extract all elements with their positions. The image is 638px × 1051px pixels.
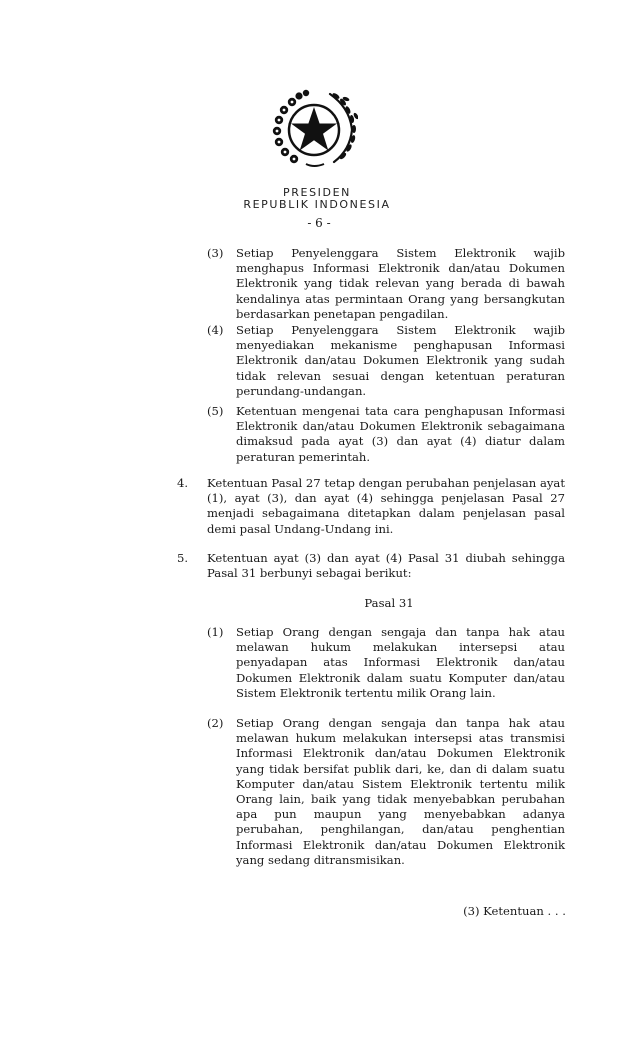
header-title-line2: REPUBLIK INDONESIA <box>243 198 391 211</box>
garuda-star-emblem-icon <box>268 86 358 168</box>
point-number: 5. <box>177 551 189 565</box>
paragraph <box>236 246 565 322</box>
item-number: (5) <box>207 404 224 418</box>
point-number: 4. <box>177 476 189 490</box>
paragraph <box>236 323 565 399</box>
continuation-marker: (3) Ketentuan . . . <box>463 904 566 918</box>
item-number: (4) <box>207 323 224 337</box>
article-title: Pasal 31 <box>364 596 414 610</box>
paragraph <box>236 404 565 465</box>
page-number: - 6 - <box>307 216 331 230</box>
point-text: Ketentuan Pasal 27 tetap dengan perubahan penjelasan ayat (1), ayat (3), dan ayat (4) sehingga penjelasan Pasal 27 menjadi sebagaimana ditetapkan dalam penjelasan pasal demi pasal Undang-Undang ini. <box>207 476 565 536</box>
item-text: Setiap Penyelenggara Sistem Elektronik wajib menghapus Informasi Elektronik dan/atau Dokumen Elektronik yang tidak relevan yang berada di bawah kendalinya atas permintaan Orang yang bersangkutan berdasarkan penetapan pengadilan. <box>236 246 565 321</box>
paragraph <box>236 625 565 701</box>
item-text: Setiap Orang dengan sengaja dan tanpa hak atau melawan hukum melakukan intersepsi atau penyadapan atas Informasi Elektronik dan/atau Dokumen Elektronik dalam suatu Komputer dan/atau Sistem Elektronik tertentu milik Orang lain. <box>236 625 565 700</box>
item-text: Setiap Orang dengan sengaja dan tanpa hak atau melawan hukum melakukan intersepsi atas transmisi Informasi Elektronik dan/atau Dokumen Elektronik yang tidak bersifat publik dari, ke, dan di dalam suatu Komputer dan/atau Sistem Elektronik tertentu milik Orang lain, baik yang tidak menyebabkan perubahan apa pun maupun yang menyebabkan adanya perubahan, penghilangan, dan/atau penghentian Informasi Elektronik dan/atau Dokumen Elektronik yang sedang ditransmisikan. <box>236 716 565 867</box>
item-text: Setiap Penyelenggara Sistem Elektronik wajib menyediakan mekanisme penghapusan Informasi Elektronik dan/atau Dokumen Elektronik yang sudah tidak relevan sesuai dengan ketentuan peraturan perundang-undangan. <box>236 323 565 398</box>
header-title-line1: PRESIDEN <box>283 186 351 199</box>
item-number: (3) <box>207 246 224 260</box>
paragraph <box>207 476 565 537</box>
point-text: Ketentuan ayat (3) dan ayat (4) Pasal 31 diubah sehingga Pasal 31 berbunyi sebagai berikut: <box>207 551 565 581</box>
item-number: (1) <box>207 625 224 639</box>
item-text: Ketentuan mengenai tata cara penghapusan Informasi Elektronik dan/atau Dokumen Elektronik sebagaimana dimaksud pada ayat (3) dan ayat (4) diatur dalam peraturan pemerintah. <box>236 404 565 464</box>
paragraph <box>207 551 565 581</box>
paragraph <box>236 716 565 868</box>
item-number: (2) <box>207 716 224 730</box>
